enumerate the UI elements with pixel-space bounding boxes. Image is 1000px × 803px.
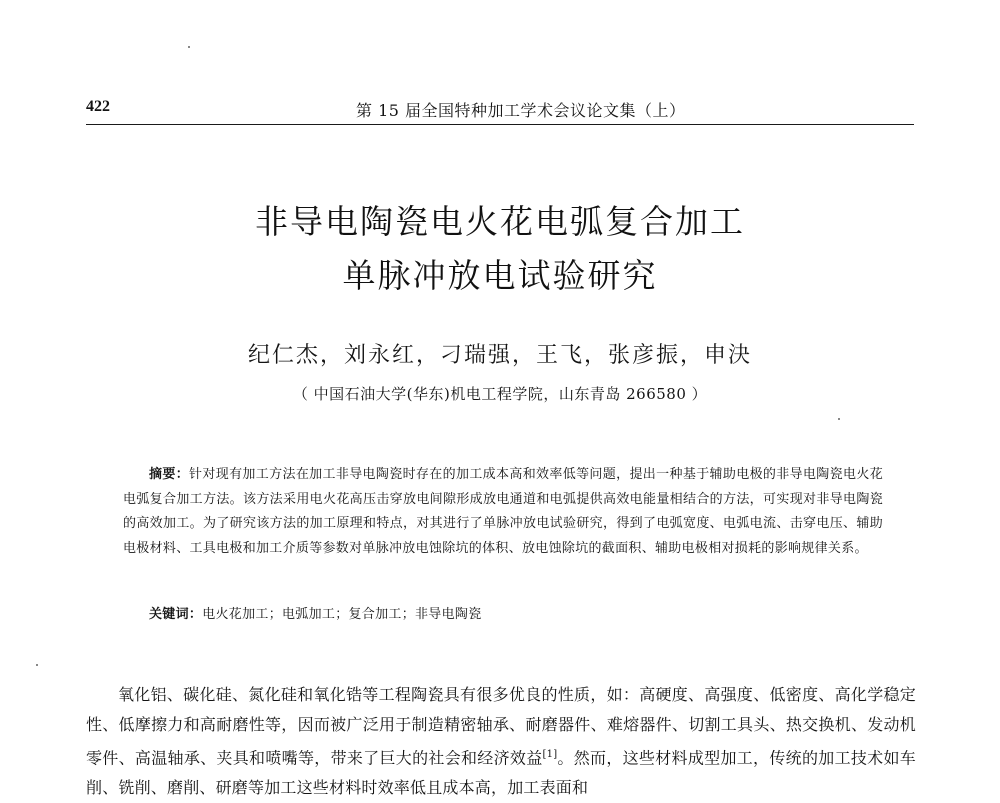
paper-title-line-2: 单脉冲放电试验研究 [342, 256, 658, 295]
scan-speck [838, 418, 840, 420]
citation-ref: [1] [542, 749, 558, 760]
keywords [149, 603, 889, 622]
body-paragraph [86, 680, 916, 803]
scan-speck [188, 46, 190, 48]
page-number: 422 [86, 98, 110, 115]
affiliation: （ 中国石油大学(华东)机电工程学院，山东青岛 266580 ） [292, 385, 708, 403]
body-text: 氧化铝、碳化硅、氮化硅和氧化锆等工程陶瓷具有很多优良的性质，如：高硬度、高强度、低密度、高化学稳定性、低摩擦力和高耐磨性等，因而被广泛用于制造精密轴承、耐磨器件、难熔器件、切割工具头、热交换机、发动机零件、高温轴承、夹具和喷嘴等，带来了巨大的社会和经济效益 [86, 685, 916, 768]
abstract-text: 针对现有加工方法在加工非导电陶瓷时存在的加工成本高和效率低等问题，提出一种基于辅助电极的非导电陶瓷电火花电弧复合加工方法。该方法采用电火花高压击穿放电间隙形成放电通道和电弧提供高效电能量相结合的方法，可实现对非导电陶瓷的高效加工。为了研究该方法的加工原理和特点，对其进行了单脉冲放电试验研究，得到了电弧宽度、电弧电流、击穿电压、辅助电极材料、工具电极和加工介质等参数对单脉冲放电蚀除坑的体积、放电蚀除坑的截面积、辅助电极相对损耗的影响规律关系。 [123, 467, 883, 556]
journal-title: 第 15 届全国特种加工学术会议论文集（上） [356, 101, 686, 120]
author-list: 纪仁杰，刘永红，刁瑞强，王飞，张彦振，申決 [247, 343, 752, 368]
body-text-tail: 。然而，这些材料成型加工，传统的加工技术如车削、铣削、磨削、研磨等加工这些材料时效率低且成本高，加工表面和 [86, 748, 916, 798]
abstract [123, 463, 883, 561]
paper-title-line-1: 非导电陶瓷电火花电弧复合加工 [255, 202, 745, 241]
keywords-text: 电火花加工；电弧加工；复合加工；非导电陶瓷 [202, 607, 482, 622]
keywords-label: 关键词： [149, 607, 203, 622]
running-header [86, 98, 914, 125]
abstract-label: 摘要： [149, 467, 190, 482]
scan-speck [36, 664, 38, 666]
